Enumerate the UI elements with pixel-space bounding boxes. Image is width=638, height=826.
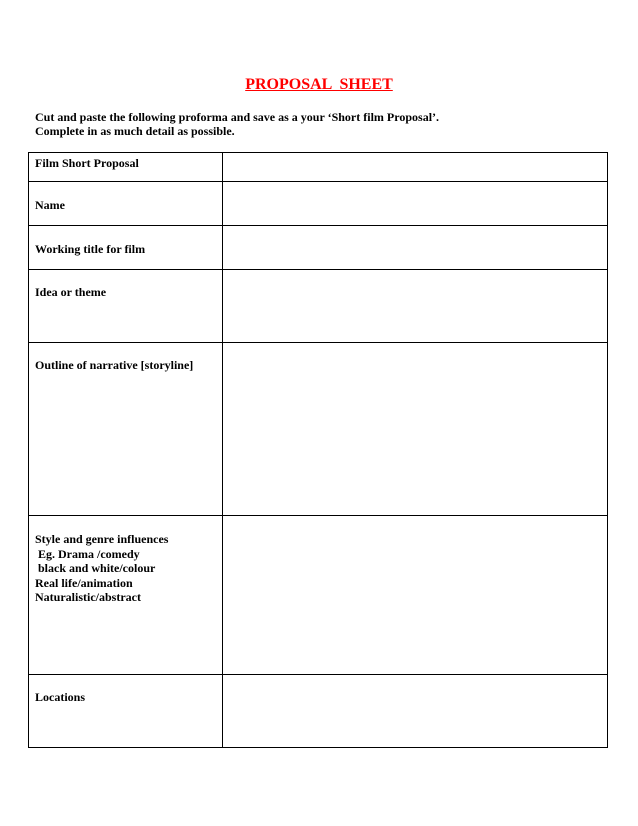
field-value[interactable] xyxy=(223,516,607,532)
film-short-proposal-value-cell[interactable] xyxy=(223,153,608,182)
field-value[interactable] xyxy=(223,153,607,156)
form-row-style-and-genre xyxy=(29,516,608,675)
field-label: Film Short Proposal xyxy=(35,156,139,170)
field-label-line: black and white/colour xyxy=(35,561,156,575)
field-label-cell xyxy=(29,182,223,226)
field-label: Name xyxy=(35,198,65,212)
form-row-film-short-proposal xyxy=(29,153,608,182)
field-label-cell xyxy=(29,675,223,748)
field-label-line: Eg. Drama /comedy xyxy=(35,546,140,561)
instruction-line: Complete in as much detail as possible. xyxy=(35,124,235,138)
field-label: Outline of narrative [storyline] xyxy=(35,358,194,372)
field-label: Locations xyxy=(35,690,86,704)
field-label-cell xyxy=(29,343,223,516)
idea-or-theme-value-cell[interactable] xyxy=(223,270,608,343)
form-row-name xyxy=(29,182,608,226)
field-value[interactable] xyxy=(223,226,607,242)
page-title: PROPOSAL SHEET xyxy=(245,76,393,93)
proposal-form-table xyxy=(28,152,608,748)
field-label-line: Naturalistic/abstract xyxy=(35,590,141,604)
field-label-cell xyxy=(29,270,223,343)
locations-value-cell[interactable] xyxy=(223,675,608,748)
name-value-cell[interactable] xyxy=(223,182,608,226)
form-row-outline-of-narrative xyxy=(29,343,608,516)
field-label: Idea or theme xyxy=(35,285,107,299)
style-and-genre-value-cell[interactable] xyxy=(223,516,608,675)
field-value[interactable] xyxy=(223,270,607,285)
field-label-cell xyxy=(29,516,223,675)
field-label: Working title for film xyxy=(35,242,146,256)
field-label-cell xyxy=(29,153,223,182)
field-label-cell xyxy=(29,226,223,270)
form-row-locations xyxy=(29,675,608,748)
instruction-line: Cut and paste the following proforma and save as a your ‘Short film Proposal’. xyxy=(35,110,440,124)
form-row-idea-or-theme xyxy=(29,270,608,343)
field-value[interactable] xyxy=(223,675,607,690)
outline-of-narrative-value-cell[interactable] xyxy=(223,343,608,516)
form-row-working-title xyxy=(29,226,608,270)
field-label: Style and genre influences xyxy=(35,532,169,546)
field-label-line: Real life/animation xyxy=(35,575,133,590)
instructions xyxy=(35,110,439,138)
field-value[interactable] xyxy=(223,343,607,358)
field-value[interactable] xyxy=(223,182,607,198)
working-title-value-cell[interactable] xyxy=(223,226,608,270)
